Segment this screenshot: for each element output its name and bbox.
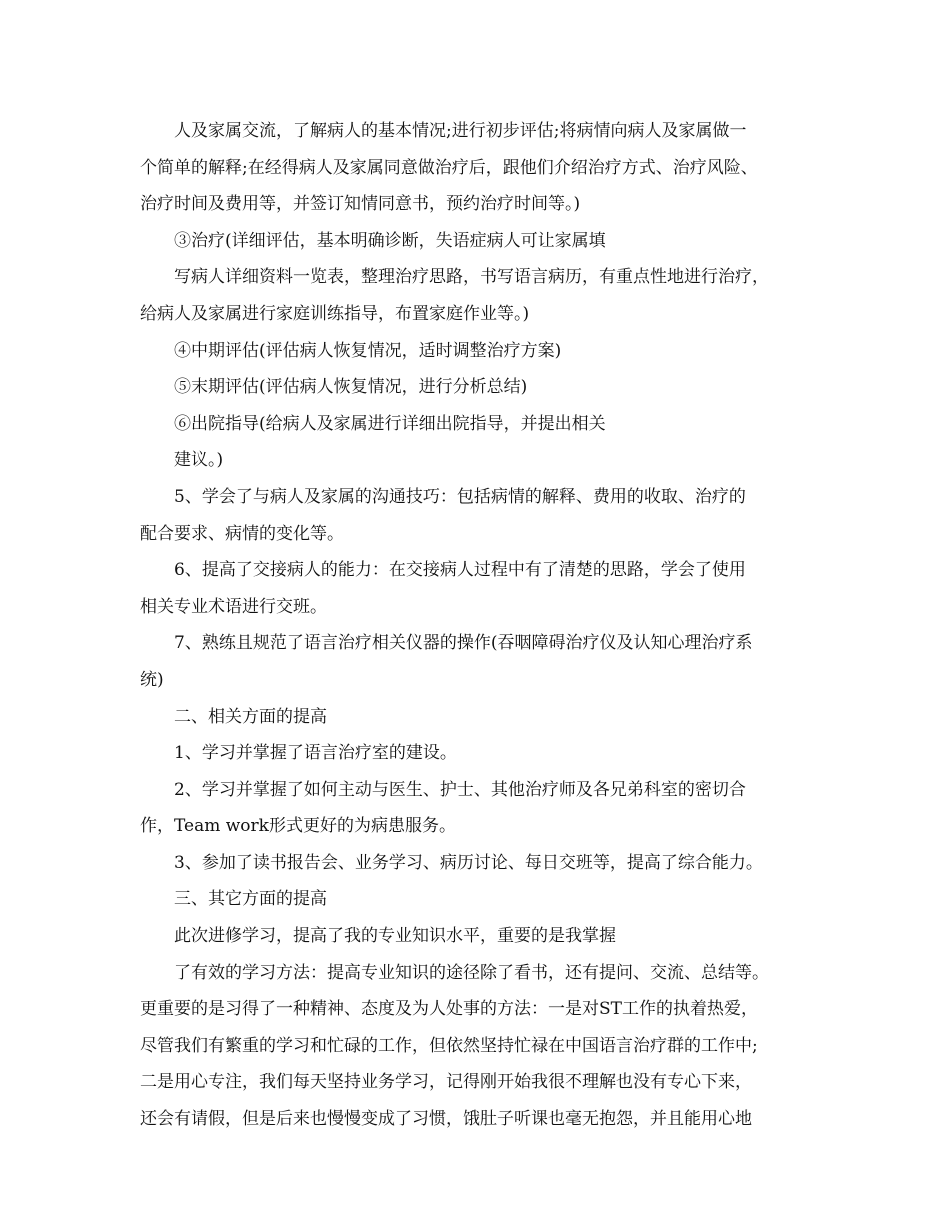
text-line: 1、学习并掌握了语言治疗室的建设。 <box>174 743 457 764</box>
text-line: 6、提高了交接病人的能力：在交接病人过程中有了清楚的思路，学会了使用 <box>174 560 746 581</box>
text-line: ⑤末期评估(评估病人恢复情况，进行分析总结) <box>174 377 528 398</box>
text-line: 此次进修学习，提高了我的专业知识水平，重要的是我掌握 <box>174 926 616 947</box>
text-line: 还会有请假，但是后来也慢慢变成了习惯，饿肚子听课也毫无抱怨，并且能用心地 <box>140 1109 752 1130</box>
section-heading: 二、相关方面的提高 <box>174 706 327 727</box>
text-line: 二是用心专注，我们每天坚持业务学习，记得刚开始我很不理解也没有专心下来， <box>140 1072 752 1093</box>
text-line: 统) <box>140 669 164 690</box>
text-line: 写病人详细资料一览表，整理治疗思路，书写语言病历，有重点性地进行治疗， <box>174 267 769 288</box>
text-line: 5、学会了与病人及家属的沟通技巧：包括病情的解释、费用的收取、治疗的 <box>174 486 746 507</box>
text-line: 建议。) <box>174 450 224 471</box>
text-line: 治疗时间及费用等，并签订知情同意书，预约治疗时间等。) <box>140 194 581 215</box>
text-line: 更重要的是习得了一种精神、态度及为人处事的方法：一是对ST工作的执着热爱， <box>140 999 758 1020</box>
text-line: 配合要求、病情的变化等。 <box>140 523 344 544</box>
text-line: 2、学习并掌握了如何主动与医生、护士、其他治疗师及各兄弟科室的密切合 <box>174 779 746 800</box>
text-line: ③治疗(详细评估，基本明确诊断，失语症病人可让家属填 <box>174 230 606 251</box>
document-body <box>140 113 820 1138</box>
text-line: ⑥出院指导(给病人及家属进行详细出院指导，并提出相关 <box>174 413 606 434</box>
text-line: 了有效的学习方法：提高专业知识的途径除了看书，还有提问、交流、总结等。 <box>174 962 769 983</box>
text-line: ④中期评估(评估病人恢复情况，适时调整治疗方案) <box>174 340 562 361</box>
text-line: 人及家属交流，了解病人的基本情况;进行初步评估;将病情向病人及家属做一 <box>174 121 747 141</box>
text-line: 作，Team work形式更好的为病患服务。 <box>140 816 456 837</box>
text-line: 个简单的解释;在经得病人及家属同意做治疗后，跟他们介绍治疗方式、治疗风险、 <box>140 157 758 178</box>
text-line: 尽管我们有繁重的学习和忙碌的工作，但依然坚持忙禄在中国语言治疗群的工作中; <box>140 1035 758 1056</box>
text-line: 给病人及家属进行家庭训练指导，布置家庭作业等。) <box>140 303 530 324</box>
section-heading: 三、其它方面的提高 <box>174 889 327 910</box>
text-line: 3、参加了读书报告会、业务学习、病历讨论、每日交班等，提高了综合能力。 <box>174 852 763 873</box>
text-line: 7、熟练且规范了语言治疗相关仪器的操作(吞咽障碍治疗仪及认知心理治疗系 <box>174 633 753 654</box>
text-line: 相关专业术语进行交班。 <box>140 596 327 617</box>
